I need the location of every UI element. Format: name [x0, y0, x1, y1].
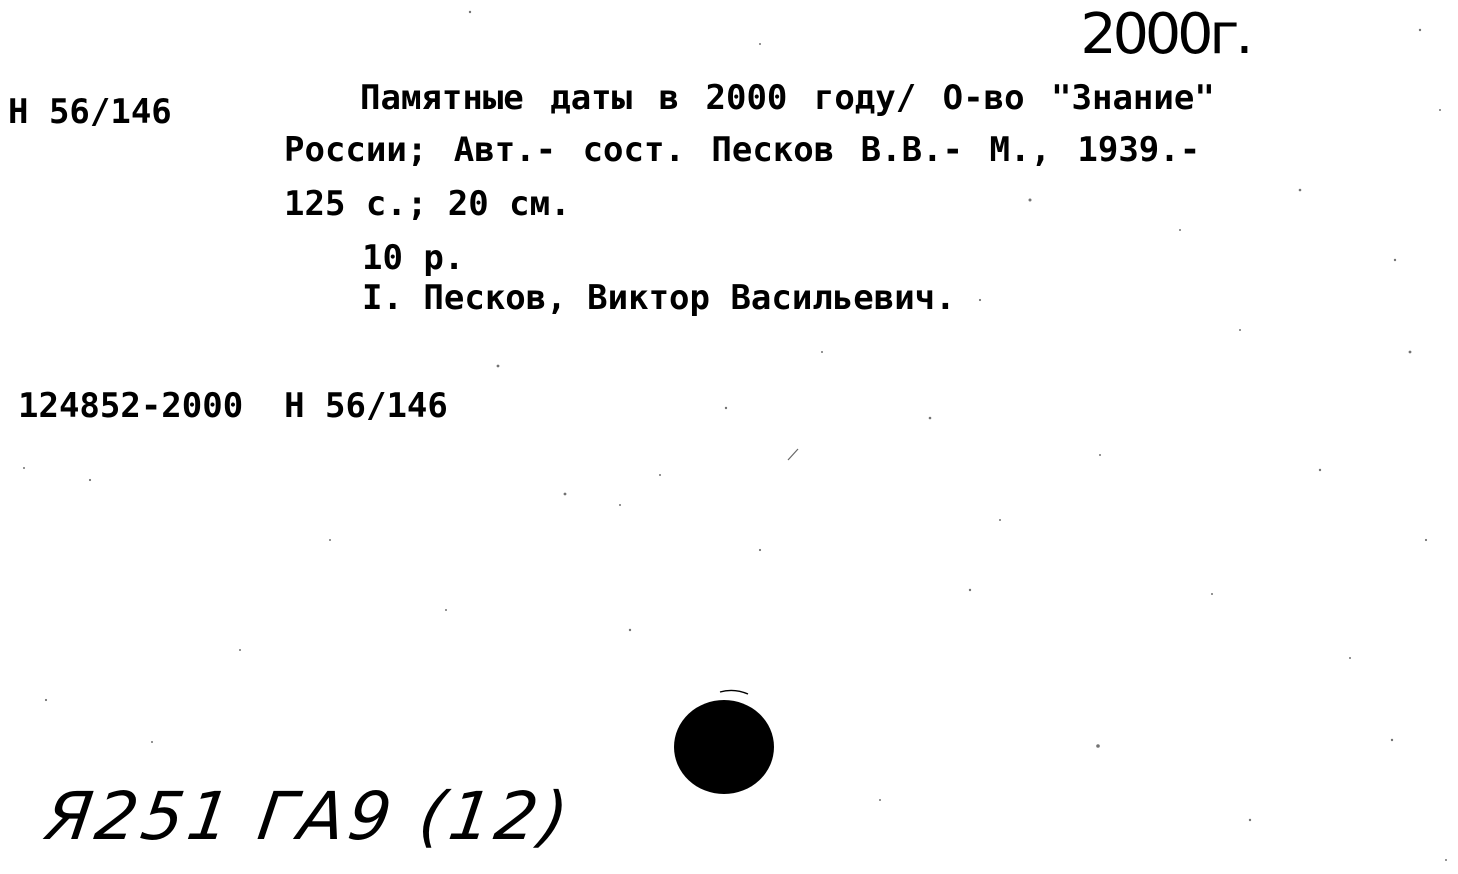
handwritten-year-note: 2000г. [1080, 2, 1250, 67]
entry-title-line: Памятные даты в 2000 году/ О-во "Знание" [360, 78, 1215, 118]
accession-number: 124852-2000 Н 56/146 [18, 386, 448, 426]
added-entry-line: I. Песков, Виктор Васильевич. [362, 278, 956, 318]
price-line: 10 р. [362, 238, 465, 278]
handwritten-classmark: Я251 ГА9 (12) [40, 778, 577, 855]
shelfmark-top: Н 56/146 [8, 92, 172, 132]
entry-collation-line: 125 с.; 20 см. [284, 184, 571, 224]
punch-hole [674, 700, 774, 794]
entry-publication-line: России; Авт.- сост. Песков В.В.- М., 1939.- [284, 130, 1201, 170]
